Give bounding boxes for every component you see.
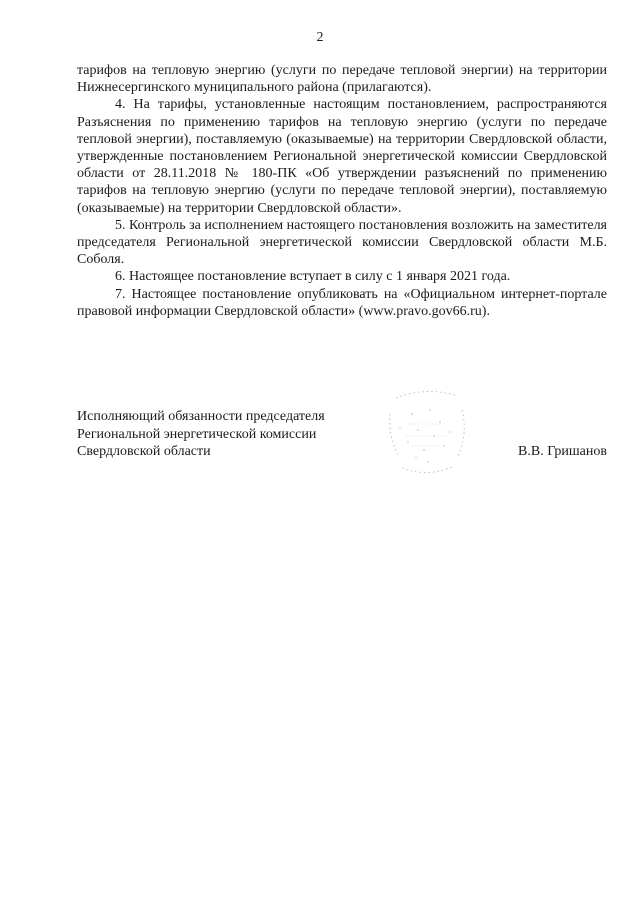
- paragraph-item-5: 5. Контроль за исполнением настоящего постановления возложить на заместителя председателя Региональной энергетической комиссии Свердловской области М.Б. Соболя.: [77, 217, 607, 268]
- signatory-position: [77, 408, 325, 461]
- paragraph-continuation: тарифов на тепловую энергию (услуги по передаче тепловой энергии) на территории Нижнесергинского муниципального района (прилагаются).: [77, 63, 607, 96]
- signatory-position-line: Региональной энергетической комиссии: [77, 426, 317, 442]
- document-body: [77, 62, 607, 320]
- paragraph-item-7: 7. Настоящее постановление опубликовать на «Официальном интернет-портале правовой информации Свердловской области» (www.pravo.gov66.ru).: [77, 286, 607, 319]
- signatory-position-line: Исполняющий обязанности председателя: [77, 409, 325, 424]
- paragraph-item-4: 4. На тарифы, установленные настоящим постановлением, распространяются Разъяснения по применению тарифов на тепловую энергию (услуги по передаче тепловой энергии), поставляемую (оказываемые) на территории Свердловской области, утвержденные постановлением Региональной энергетической комиссии Свердловской области от 28.11.2018 № 180-ПК «Об утверждении разъяснений по применению тарифов на тепловую энергию (услуги по передаче тепловой энергии), поставляемую (оказываемые) на территории Свердловской области».: [77, 97, 607, 216]
- signatory-name: В.В. Гришанов: [518, 444, 607, 459]
- page-number: 2: [316, 30, 324, 45]
- paragraph-item-6: 6. Настоящее постановление вступает в силу с 1 января 2021 года.: [115, 269, 511, 285]
- signature-block: [77, 408, 607, 478]
- signatory-position-line: Свердловской области: [77, 444, 211, 459]
